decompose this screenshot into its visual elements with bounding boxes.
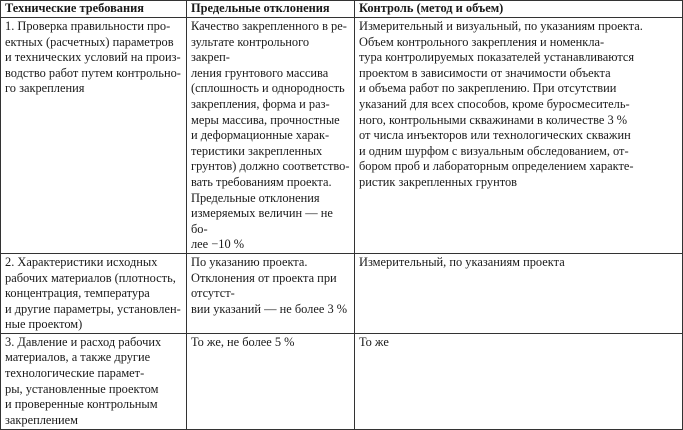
table-row: [1, 18, 683, 254]
header-row: [1, 1, 683, 18]
requirement-cell: 3. Давление и расход рабочих материалов, а также другие технологические парамет- ры, установленные проектом и проверенные контрольным закреплением: [1, 333, 187, 429]
table-row: [1, 333, 683, 429]
deviation-cell: Качество закрепленного в ре- зультате контрольного закреп- ления грунтового массива (сплошность и однородность закрепления, форма и раз- меры массива, прочностные и деформационные харак- теристики закрепленных грунтов) должно соответство- вать требованиям проекта. Предельные отклонения измеряемых величин — не бо- лее −10 %: [187, 18, 355, 254]
deviation-cell: То же, не более 5 %: [187, 333, 355, 429]
control-cell: Измерительный, по указаниям проекта: [355, 253, 683, 333]
header-deviations: Предельные отклонения: [187, 1, 355, 18]
header-requirements: Технические требования: [1, 1, 187, 18]
control-cell: Измерительный и визуальный, по указаниям проекта. Объем контрольного закрепления и номенкла- тура контролируемых показателей устанавливаются проектом в зависимости от значимости объекта и объема работ по закреплению. При отсутствии указаний для всех способов, кроме буросмеситель- ного, контрольными скважинами в количестве 3 % от числа инъекторов или технологических скважин и одним шурфом с визуальным обследованием, от- бором проб и лабораторным определением характе- ристик закрепленных грунтов: [355, 18, 683, 254]
requirement-cell: 2. Характеристики исходных рабочих материалов (плотность, концентрация, температура и другие параметры, установлен- ные проектом): [1, 253, 187, 333]
control-cell: То же: [355, 333, 683, 429]
requirement-cell: 1. Проверка правильности про- ектных (расчетных) параметров и технических условий на произ- водство работ путем контрольно- го закрепления: [1, 18, 187, 254]
deviation-cell: По указанию проекта. Отклонения от проекта при отсутст- вии указаний — не более 3 %: [187, 253, 355, 333]
header-control: Контроль (метод и объем): [355, 1, 683, 18]
table-row: [1, 253, 683, 333]
